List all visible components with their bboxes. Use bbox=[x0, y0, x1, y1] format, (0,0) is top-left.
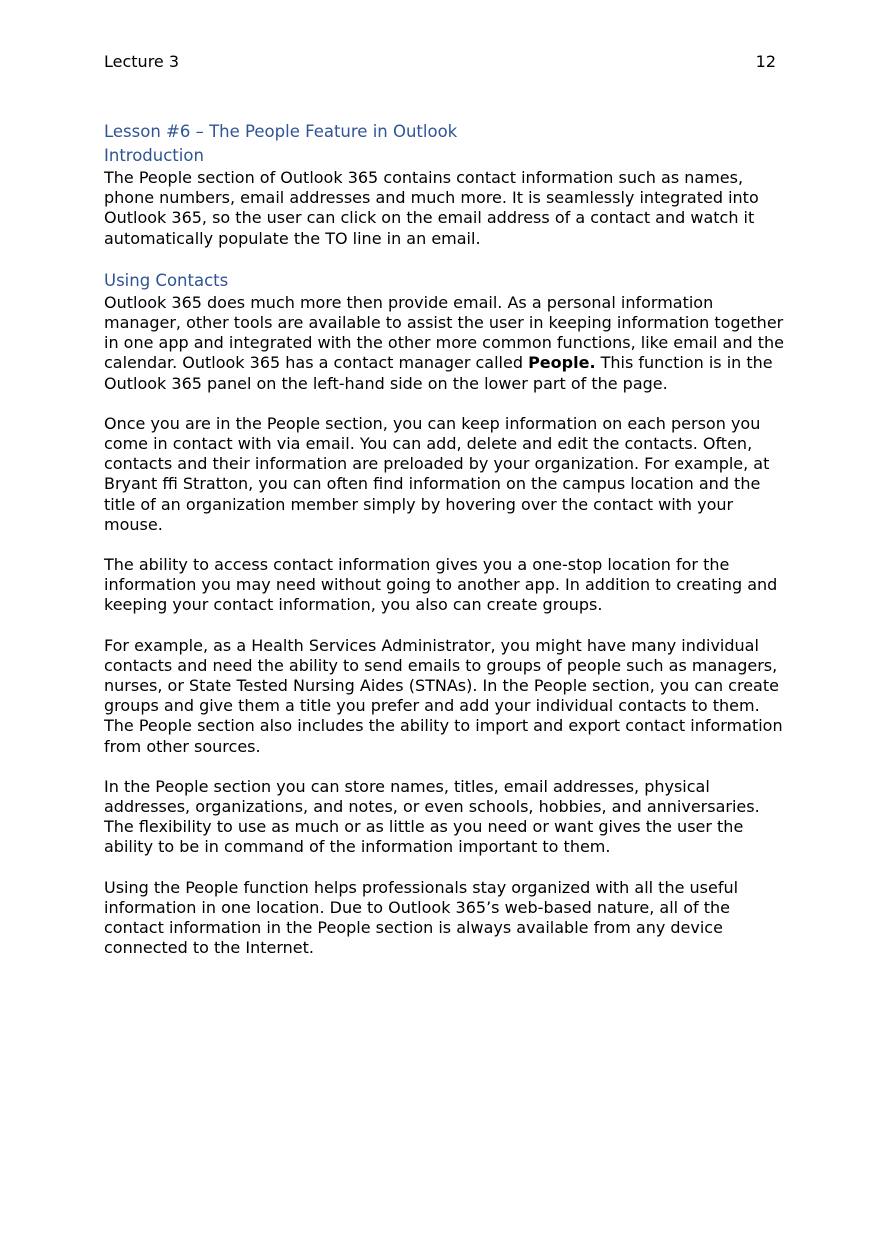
document-body bbox=[104, 120, 784, 979]
page-number: 12 bbox=[755, 52, 776, 71]
lesson-title: Lesson #6 – The People Feature in Outlook bbox=[104, 122, 458, 141]
people-bold-term: People. bbox=[528, 353, 596, 373]
contacts-paragraph-1-start: Outlook 365 does much more then provide email. As a personal information manager, other tools are available to assist the user in keeping information together in one app and integrated with the other more common functions, like email and the calendar. Outlook 365 has a contact manager called bbox=[104, 292, 784, 373]
using-contacts-heading: Using Contacts bbox=[104, 270, 229, 290]
lecture-label: Lecture 3 bbox=[104, 52, 180, 71]
introduction-heading: Introduction bbox=[104, 146, 204, 165]
contacts-paragraph-6: Using the People function helps professionals stay organized with all the useful information in one location. Due to Outlook 365’s web-based nature, all of the contact information in the People section is always available from any device connected to the Internet. bbox=[104, 877, 739, 958]
contacts-paragraph-1-end: This function is in the Outlook 365 panel on the left-hand side on the lower part of the page. bbox=[104, 353, 773, 393]
contacts-paragraph-4: For example, as a Health Services Administrator, you might have many individual contacts and need the ability to send emails to groups of people such as managers, nurses, or State Tested Nursing Aides (STNAs). In the People section, you can create groups and give them a title you prefer and add your individual contacts to them. The People section also includes the ability to import and export contact information from other sources. bbox=[104, 635, 783, 756]
introduction-paragraph: The People section of Outlook 365 contains contact information such as names, phone numbers, email addresses and much more. It is seamlessly integrated into Outlook 365, so the user can click on the email address of a contact and watch it automatically populate the TO line in an email. bbox=[104, 168, 759, 248]
contacts-paragraph-3: The ability to access contact information gives you a one-stop location for the information you may need without going to another app. In addition to creating and keeping your contact information, you also can create groups. bbox=[104, 555, 778, 615]
contacts-paragraph-1 bbox=[104, 293, 784, 394]
contacts-paragraph-2: Once you are in the People section, you can keep information on each person you come in contact with via email. You can add, delete and edit the contacts. Often, contacts and their information are preloaded by your organization. For example, at Bryant ﬃ Stratton, you can often find information on the campus location and the title of an organization member simply by hovering over the contact with your mouse. bbox=[104, 413, 770, 534]
contacts-paragraph-5: In the People section you can store names, titles, email addresses, physical addresses, organizations, and notes, or even schools, hobbies, and anniversaries. The flexibility to use as much or as little as you need or want gives the user the ability to be in command of the information important to them. bbox=[104, 776, 760, 857]
